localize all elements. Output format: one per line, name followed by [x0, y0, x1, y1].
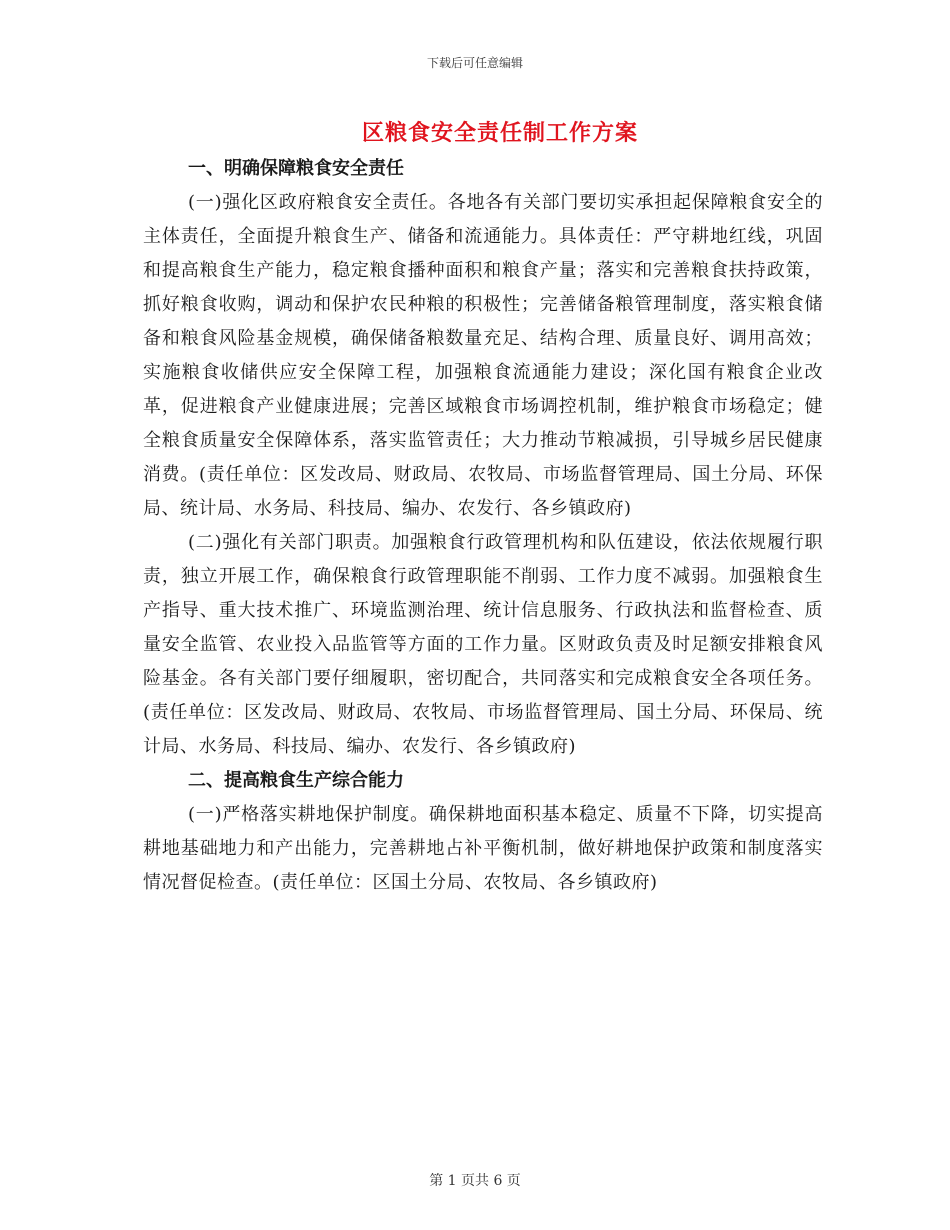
paragraph-2-1: (一)严格落实耕地保护制度。确保耕地面积基本稳定、质量不下降，切实提高耕地基础地力和产出能力，完善耕地占补平衡机制，做好耕地保护政策和制度落实情况督促检查。(责任单位：区国土分局、农牧局、各乡镇政府): [143, 804, 823, 893]
page-header-note: 下载后可任意编辑: [426, 56, 523, 70]
document-body: [143, 152, 823, 900]
page-number: 第 1 页共 6 页: [429, 1173, 521, 1189]
document-title: 区粮食安全责任制工作方案: [361, 120, 638, 146]
paragraph-1-2: (二)强化有关部门职责。加强粮食行政管理机构和队伍建设，依法依规履行职责，独立开展工作，确保粮食行政管理职能不削弱、工作力度不减弱。加强粮食生产指导、重大技术推广、环境监测治理、统计信息服务、行政执法和监督检查、质量安全监管、农业投入品监管等方面的工作力量。区财政负责及时足额安排粮食风险基金。各有关部门要仔细履职，密切配合，共同落实和完成粮食安全各项任务。(责任单位：区发改局、财政局、农牧局、市场监督管理局、国土分局、环保局、统计局、水务局、科技局、编办、农发行、各乡镇政府): [143, 532, 823, 757]
section-heading-1: 一、明确保障粮食安全责任: [188, 158, 404, 179]
paragraph-1-1: (一)强化区政府粮食安全责任。各地各有关部门要切实承担起保障粮食安全的主体责任，全面提升粮食生产、储备和流通能力。具体责任：严守耕地红线，巩固和提高粮食生产能力，稳定粮食播种面积和粮食产量；落实和完善粮食扶持政策，抓好粮食收购，调动和保护农民种粮的积极性；完善储备粮管理制度，落实粮食储备和粮食风险基金规模，确保储备粮数量充足、结构合理、质量良好、调用高效；实施粮食收储供应安全保障工程，加强粮食流通能力建设；深化国有粮食企业改革，促进粮食产业健康进展；完善区域粮食市场调控机制，维护粮食市场稳定；健全粮食质量安全保障体系，落实监管责任；大力推动节粮减损，引导城乡居民健康消费。(责任单位：区发改局、财政局、农牧局、市场监督管理局、国土分局、环保局、统计局、水务局、科技局、编办、农发行、各乡镇政府): [143, 192, 823, 519]
section-heading-2: 二、提高粮食生产综合能力: [188, 770, 404, 791]
